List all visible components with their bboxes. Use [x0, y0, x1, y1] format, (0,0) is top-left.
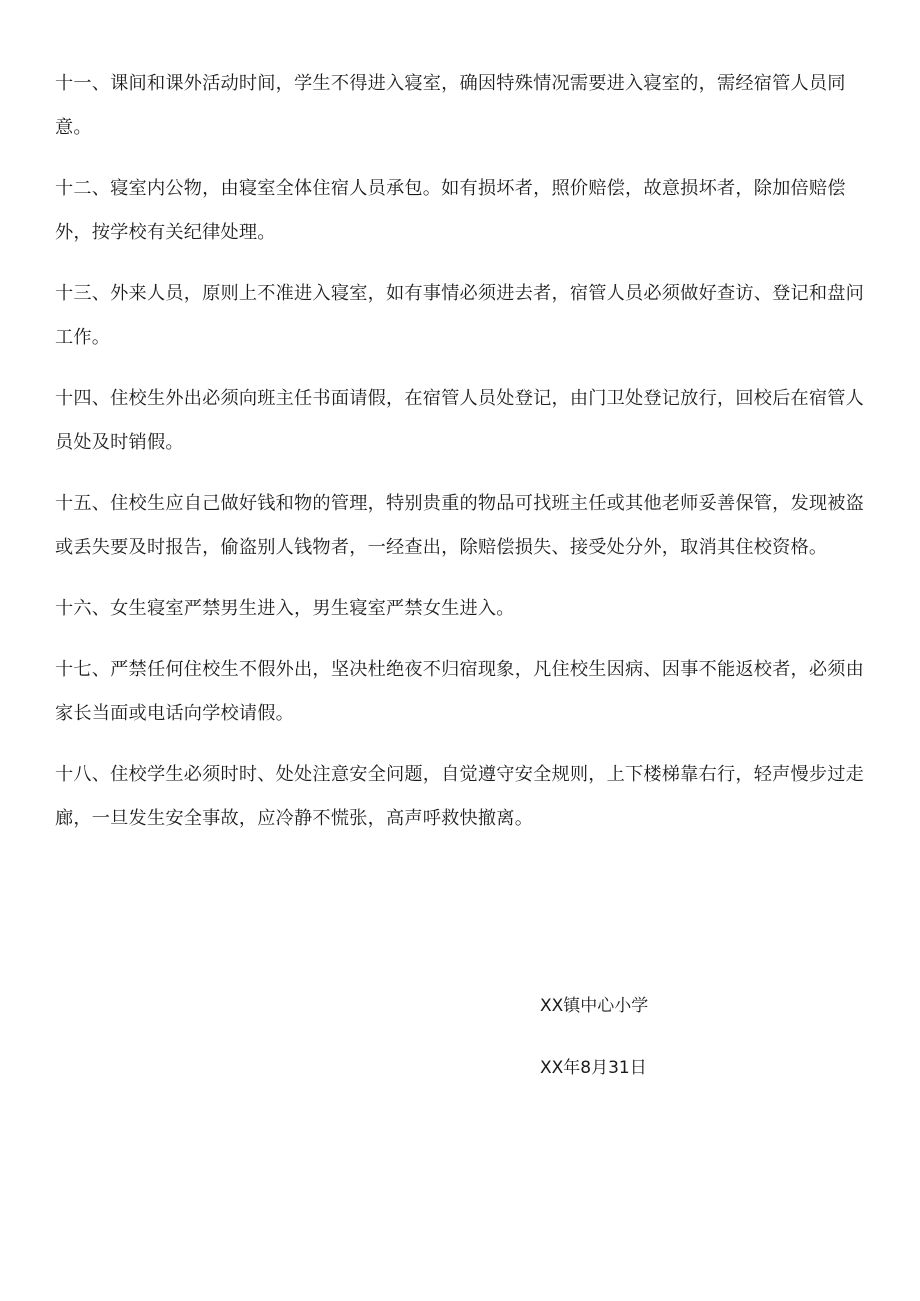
rule-17: 十七、严禁任何住校生不假外出，坚决杜绝夜不归宿现象，凡住校生因病、因事不能返校者，必须由家长当面或电话向学校请假。: [55, 659, 865, 724]
issue-date: XX年8月31日: [540, 1058, 647, 1078]
signature-block: [540, 988, 648, 1112]
rule-15: 十五、住校生应自己做好钱和物的管理，特别贵重的物品可找班主任或其他老师妥善保管，发现被盗或丢失要及时报告，偷盗别人钱物者，一经查出，除赔偿损失、接受处分外，取消其住校资格。: [55, 493, 865, 558]
rule-16: 十六、女生寝室严禁男生进入，男生寝室严禁女生进入。: [55, 598, 515, 619]
rules-list: [55, 62, 867, 858]
rule-13: 十三、外来人员，原则上不准进入寝室，如有事情必须进去者，宿管人员必须做好查访、登记和盘问工作。: [55, 283, 865, 348]
rule-11: 十一、课间和课外活动时间，学生不得进入寝室，确因特殊情况需要进入寝室的，需经宿管人员同意。: [55, 73, 846, 138]
rule-18: 十八、住校学生必须时时、处处注意安全问题，自觉遵守安全规则，上下楼梯靠右行，轻声慢步过走廊，一旦发生安全事故，应冷静不慌张，高声呼救快撤离。: [55, 764, 865, 829]
rule-14: 十四、住校生外出必须向班主任书面请假，在宿管人员处登记，由门卫处登记放行，回校后在宿管人员处及时销假。: [55, 388, 865, 453]
school-name: XX镇中心小学: [540, 996, 649, 1016]
rule-12: 十二、寝室内公物，由寝室全体住宿人员承包。如有损坏者，照价赔偿，故意损坏者，除加倍赔偿外，按学校有关纪律处理。: [55, 178, 846, 243]
